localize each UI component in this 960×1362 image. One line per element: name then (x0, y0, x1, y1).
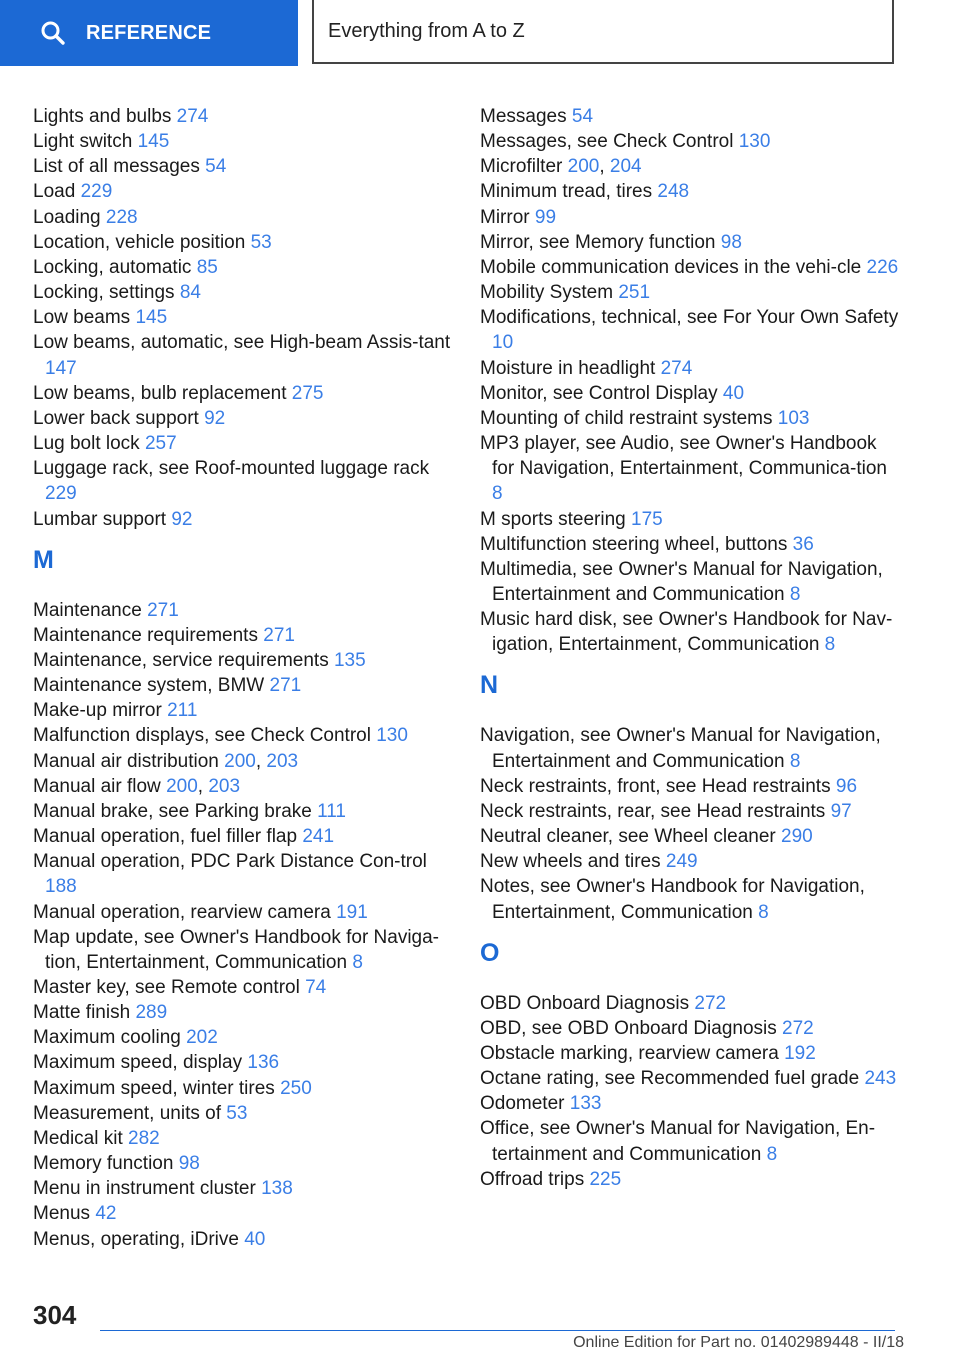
page-reference-link[interactable]: 241 (302, 826, 335, 848)
page-reference-link[interactable]: 135 (333, 649, 366, 671)
page-reference-link[interactable]: 272 (782, 1017, 814, 1039)
index-entry (480, 305, 900, 355)
index-entry (480, 824, 900, 849)
index-entry-term: Manual operation, rearview camera (33, 901, 331, 923)
index-entry-term: Messages (480, 106, 567, 127)
page-reference-link[interactable]: 250 (280, 1077, 312, 1099)
index-entry (480, 356, 900, 381)
page-reference-link[interactable]: 188 (45, 876, 77, 898)
index-entry (33, 799, 453, 824)
page-reference-link[interactable]: 145 (135, 307, 168, 329)
index-entry-term: MP3 player, see Audio, see Owner's Handbook for Navigation, Entertainment, Communica-tion (480, 433, 887, 480)
page-reference-link[interactable]: 130 (376, 725, 408, 747)
index-entry (480, 991, 900, 1016)
index-entry (33, 1201, 453, 1226)
index-entry-term: Location, vehicle position (33, 231, 246, 253)
index-entry-term: Menus (33, 1203, 91, 1225)
index-entry (480, 255, 900, 280)
index-entry (33, 1176, 453, 1201)
index-entry-term: Microfilter (480, 156, 563, 178)
index-entry (480, 507, 900, 532)
page-reference-link[interactable]: 10 (492, 332, 514, 354)
page-reference-link[interactable]: 96 (835, 775, 858, 797)
page-reference-link[interactable]: 200 (166, 775, 198, 797)
index-entry (33, 1151, 453, 1176)
index-entry-term: Map update, see Owner's Handbook for Naviga-tion, Entertainment, Communication (33, 926, 440, 973)
index-entry (33, 305, 453, 330)
page-reference-link[interactable]: 191 (336, 901, 368, 923)
page-reference-link[interactable]: 249 (665, 851, 698, 873)
page-reference-link[interactable]: 200 (224, 750, 256, 772)
index-entry-term: Loading (33, 206, 101, 228)
index-entry-term: Navigation, see Owner's Manual for Navigation, Entertainment and Communication (480, 725, 881, 772)
index-entry (480, 723, 900, 773)
index-entry-term: Locking, settings (33, 282, 175, 304)
index-entry (33, 975, 453, 1000)
page-reference-link[interactable]: 36 (792, 533, 814, 555)
reference-tab-label: REFERENCE (86, 21, 212, 44)
index-entry (480, 532, 900, 557)
page-reference-link[interactable]: 257 (144, 433, 177, 455)
index-entry-term: Make-up mirror (33, 700, 162, 722)
index-entry-term: Notes, see Owner's Handbook for Navigation, Entertainment, Communication (480, 876, 865, 923)
index-entry (480, 1116, 900, 1166)
index-entry (33, 381, 453, 406)
index-entry-term: Multimedia, see Owner's Manual for Navigation, Entertainment and Communication (480, 558, 883, 605)
page-reference-link[interactable]: 40 (244, 1228, 266, 1250)
index-entry-term: Neutral cleaner, see Wheel cleaner (480, 826, 776, 848)
page-reference-link[interactable]: 251 (618, 282, 651, 304)
page-header (0, 0, 960, 66)
index-entry-term: Mobility System (480, 282, 614, 304)
index-entry (33, 406, 453, 431)
page-reference-link[interactable]: 147 (45, 357, 77, 379)
index-letter-heading: O (480, 938, 500, 967)
page-reference-link[interactable]: 271 (263, 624, 295, 646)
index-entry (33, 1076, 453, 1101)
index-entry-term: Mirror (480, 206, 530, 228)
index-entry-term: Maintenance, service requirements (33, 649, 329, 671)
index-entry-term: Manual air distribution (33, 750, 219, 772)
index-entry-term: Modifications, technical, see For Your Own Safety (480, 307, 899, 329)
page-reference-link[interactable]: 192 (784, 1043, 816, 1064)
page-reference-link[interactable]: 92 (171, 508, 193, 530)
section-title-tab (312, 0, 894, 64)
page-reference-link[interactable]: 204 (609, 156, 642, 178)
section-title: Everything from A to Z (328, 19, 525, 42)
page-reference-link[interactable]: 103 (777, 407, 810, 429)
edition-text: Online Edition for Part no. 01402989448 - II/18 (573, 1334, 904, 1351)
index-entry (33, 925, 453, 975)
page-reference-link[interactable]: 272 (694, 992, 727, 1014)
page-reference-link[interactable]: 200 (567, 156, 600, 178)
index-entry (480, 1041, 900, 1066)
page-reference-link[interactable]: 203 (266, 750, 299, 772)
index-entry (480, 557, 900, 607)
page-reference-link[interactable]: 8 (492, 483, 503, 505)
page-reference-link[interactable]: 98 (178, 1153, 200, 1175)
page-reference-link[interactable]: 8 (789, 583, 801, 605)
page-reference-link[interactable]: 136 (247, 1052, 280, 1074)
index-entry (33, 431, 453, 456)
index-entry-term: Measurement, units of (33, 1102, 221, 1124)
index-entry (480, 1091, 900, 1116)
page-reference-link[interactable]: 203 (208, 775, 241, 797)
index-entry (480, 1167, 900, 1192)
page-reference-link[interactable]: 211 (167, 700, 198, 722)
index-entry-term: Maintenance requirements (33, 624, 258, 646)
index-entry-term: Matte finish (33, 1002, 131, 1024)
page-reference-link[interactable]: 275 (291, 382, 324, 404)
index-entry-term: Music hard disk, see Owner's Handbook for Nav-igation, Entertainment, Communication (480, 609, 893, 656)
index-entry (480, 129, 900, 154)
index-entry (480, 1016, 900, 1041)
reference-tab[interactable] (0, 0, 298, 66)
index-entry (33, 230, 453, 255)
index-entry (480, 205, 900, 230)
index-entry (33, 179, 453, 204)
index-entry (480, 179, 900, 204)
page-reference-link[interactable]: 42 (95, 1203, 117, 1225)
index-entry-term: Monitor, see Control Display (480, 382, 718, 404)
page-reference-link[interactable]: 8 (766, 1143, 778, 1165)
index-entry-term: OBD Onboard Diagnosis (480, 992, 690, 1014)
index-entry (33, 255, 453, 280)
page-reference-link[interactable]: 8 (758, 901, 769, 923)
index-entry (33, 280, 453, 305)
index-entry (33, 1101, 453, 1126)
index-entry-term: Mobile communication devices in the vehi-cle (480, 256, 862, 278)
index-entry-term: Maximum speed, display (33, 1052, 243, 1074)
index-letter-heading: N (480, 671, 499, 700)
index-entry (33, 507, 453, 532)
index-entry-term: Office, see Owner's Manual for Navigation, En-tertainment and Communication (480, 1118, 876, 1165)
index-entry: Manual air flow 200, 203 (33, 775, 241, 797)
index-entry: Microfilter 200, 204 (480, 156, 642, 178)
page-reference-link[interactable]: 145 (137, 131, 170, 153)
page-reference-link[interactable]: 40 (722, 382, 745, 404)
index-entry (480, 406, 900, 431)
index-entry-term: Manual brake, see Parking brake (33, 800, 312, 822)
index-entry (33, 1000, 453, 1025)
index-entry (480, 874, 900, 924)
search-icon[interactable] (40, 20, 66, 46)
page-reference-link[interactable]: 229 (80, 181, 113, 203)
index-entry (480, 104, 900, 129)
index-entry-term: Medical kit (33, 1127, 123, 1149)
page-reference-link[interactable]: 271 (269, 675, 302, 697)
page-reference-link[interactable]: 130 (738, 131, 771, 153)
index-entry-term: Maintenance system, BMW (33, 675, 265, 697)
page-number: 304 (33, 1300, 77, 1330)
page-reference-link[interactable]: 229 (45, 483, 77, 505)
index-entry (33, 824, 453, 849)
index-entry (480, 774, 900, 799)
index-entry (480, 1066, 900, 1091)
index-entry-term: Low beams (33, 307, 131, 329)
page-reference-link[interactable]: 274 (660, 357, 693, 379)
page-reference-link[interactable]: 99 (534, 206, 557, 228)
index-entry-term: Locking, automatic (33, 256, 192, 278)
index-entry (480, 230, 900, 255)
index-column-right (480, 104, 900, 1192)
index-entry (33, 673, 453, 698)
index-entry (33, 598, 453, 623)
index-entry (480, 280, 900, 305)
index-entry (33, 648, 453, 673)
page-reference-link[interactable]: 202 (186, 1027, 218, 1049)
index-entry (33, 723, 453, 748)
index-entry: Manual air distribution 200, 203 (33, 750, 299, 772)
index-entry-term: Lower back support (33, 407, 199, 429)
page-reference-link[interactable]: 243 (864, 1068, 897, 1090)
footer-divider (100, 1330, 895, 1331)
index-entry-term: Lumbar support (33, 508, 167, 530)
page-reference-link[interactable]: 271 (147, 599, 179, 621)
index-entry (33, 1025, 453, 1050)
index-entry-term: Moisture in headlight (480, 357, 656, 379)
page-reference-link[interactable]: 248 (657, 181, 690, 203)
page-reference-link[interactable]: 8 (824, 634, 836, 656)
index-entry-term: Maximum speed, winter tires (33, 1077, 275, 1099)
page-reference-link[interactable]: 92 (204, 407, 226, 429)
page-reference-link[interactable]: 289 (135, 1002, 168, 1024)
index-entry-term: Mirror, see Memory function (480, 231, 716, 253)
index-entry-term: Low beams, automatic, see High-beam Assis-tant (33, 332, 451, 354)
index-entry (33, 849, 453, 899)
index-entry-term: OBD, see OBD Onboard Diagnosis (480, 1017, 777, 1039)
page-reference-link[interactable]: 98 (720, 231, 742, 253)
index-entry-term: Mounting of child restraint systems (480, 407, 773, 429)
index-entry-term: Manual air flow (33, 775, 161, 797)
page-reference-link[interactable]: 8 (352, 951, 363, 973)
page-reference-link[interactable]: 225 (589, 1168, 622, 1190)
page-reference-link[interactable]: 53 (250, 231, 272, 253)
index-entry-term: Low beams, bulb replacement (33, 382, 287, 404)
index-entry (33, 129, 453, 154)
index-entry (480, 799, 900, 824)
index-entry (33, 205, 453, 230)
index-entry-term: Malfunction displays, see Check Control (33, 725, 371, 747)
index-entry-term: Light switch (33, 131, 133, 153)
index-entry-term: Minimum tread, tires (480, 181, 653, 203)
index-entry (33, 900, 453, 925)
page-reference-link[interactable]: 84 (179, 282, 201, 304)
page-reference-link[interactable]: 138 (261, 1178, 293, 1200)
index-entry-term: Master key, see Remote control (33, 977, 300, 998)
page-reference-link[interactable]: 97 (830, 800, 852, 822)
index-entry-term: Multifunction steering wheel, buttons (480, 533, 788, 555)
page-reference-link[interactable]: 226 (866, 256, 899, 278)
page-reference-link[interactable]: 74 (305, 977, 327, 998)
index-entry (480, 381, 900, 406)
index-entry (480, 431, 900, 506)
index-entry-term: Neck restraints, rear, see Head restraints (480, 800, 826, 822)
page-reference-link[interactable]: 54 (571, 106, 594, 127)
index-entry-term: Messages, see Check Control (480, 131, 734, 153)
index-entry-term: Menus, operating, iDrive (33, 1228, 239, 1250)
index-entry-term: Menu in instrument cluster (33, 1178, 256, 1200)
page-reference-link[interactable]: 282 (128, 1127, 160, 1149)
index-entry (33, 456, 453, 506)
page-reference-link[interactable]: 8 (789, 750, 801, 772)
index-entry (33, 104, 453, 129)
index-entry-term: List of all messages (33, 156, 200, 178)
index-column-left (33, 104, 453, 1252)
page-reference-link[interactable]: 54 (205, 156, 227, 178)
page-reference-link[interactable]: 290 (781, 826, 813, 848)
index-entry-term: Neck restraints, front, see Head restraints (480, 775, 831, 797)
index-entry-term: Lug bolt lock (33, 433, 140, 455)
index-entry (33, 623, 453, 648)
index-entry-term: New wheels and tires (480, 851, 661, 873)
index-entry-term: Offroad trips (480, 1168, 585, 1190)
page-reference-link[interactable]: 274 (176, 106, 209, 127)
index-entry (33, 698, 453, 723)
page-reference-link[interactable]: 53 (226, 1102, 248, 1124)
page-reference-link[interactable]: 111 (317, 800, 346, 822)
index-entry (33, 330, 453, 380)
index-entry-term: Lights and bulbs (33, 106, 172, 127)
index-entry-term: M sports steering (480, 508, 626, 530)
page-reference-link[interactable]: 175 (631, 508, 663, 530)
index-entry-term: Luggage rack, see Roof-mounted luggage rack (33, 458, 430, 480)
index-entry-term: Maximum cooling (33, 1027, 181, 1049)
index-entry (480, 849, 900, 874)
index-entry (33, 1126, 453, 1151)
index-entry-term: Manual operation, PDC Park Distance Con-trol (33, 851, 427, 873)
index-entry (33, 1050, 453, 1075)
index-entry-term: Memory function (33, 1153, 174, 1175)
index-entry-term: Odometer (480, 1093, 565, 1115)
index-entry-term: Maintenance (33, 599, 142, 621)
index-entry-term: Obstacle marking, rearview camera (480, 1043, 779, 1064)
index-letter-heading: M (33, 545, 54, 574)
index-entry (33, 1227, 453, 1252)
index-entry-term: Manual operation, fuel filler flap (33, 826, 298, 848)
index-entry (480, 607, 900, 657)
index-entry (33, 154, 453, 179)
index-entry-term: Octane rating, see Recommended fuel grade (480, 1068, 860, 1090)
page-reference-link[interactable]: 228 (105, 206, 138, 228)
index-entry-term: Load (33, 181, 76, 203)
page-reference-link[interactable]: 85 (196, 256, 218, 278)
page-reference-link[interactable]: 133 (569, 1093, 602, 1115)
